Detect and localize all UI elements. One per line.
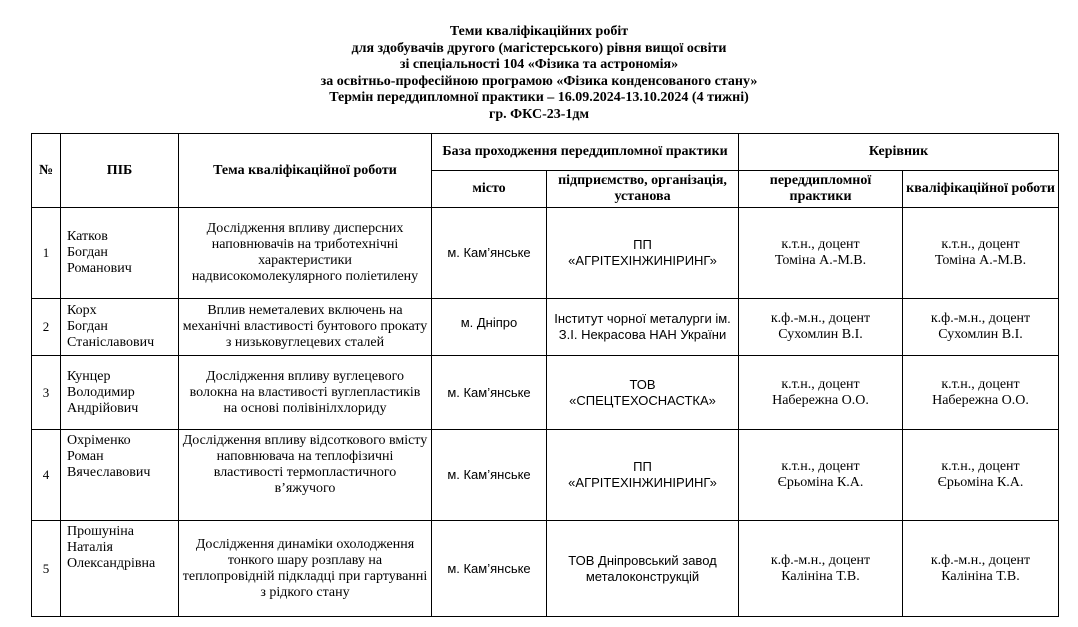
org-line: ТОВ Дніпровський завод металоконструкцій [568,552,717,584]
thesis-topic: Вплив неметалевих включень на механічні властивості бунтового прокату з низьковуглецевих сталей [179,299,432,356]
practice-organization [547,299,739,356]
thesis-supervisor [903,299,1059,356]
practice-supervisor [739,356,903,430]
thesis-topic: Дослідження динаміки охолодження тонкого шару розплаву на теплопровідній підкладці при гартуванні з рідкого стану [179,521,432,617]
supervisor-name: Сухомлин В.І. [938,327,1023,342]
org-line: ПП [633,237,652,252]
table-row [32,521,1059,617]
surname: Корх [67,303,97,318]
org-line: «АГРІТЕХІНЖИНІРИНГ» [568,475,717,490]
first-name: Володимир [67,384,135,400]
header-line-program: за освітньо-професійною програмою «Фізика конденсованого стану» [320,73,758,89]
practice-city: м. Кам’янське [432,521,547,617]
student-name [61,430,179,521]
row-number: 3 [32,356,61,430]
practice-supervisor [739,299,903,356]
row-number: 5 [32,521,61,617]
surname: Кунцер [67,368,111,384]
supervisor-degree: к.т.н., доцент [781,237,860,252]
supervisor-name: Єрьоміна К.А. [937,475,1024,490]
practice-city: м. Кам’янське [432,208,547,299]
thesis-topic: Дослідження впливу відсоткового вмісту наповнювача на теплофізичні властивості термопластичного в’яжучого [179,430,432,521]
supervisor-degree: к.т.н., доцент [941,376,1020,392]
practice-supervisor [739,208,903,299]
supervisor-degree: к.т.н., доцент [941,459,1020,474]
header-line-group: гр. ФКС-23-1дм [488,106,590,122]
header-line-specialty: зі спеціальності 104 «Фізика та астрономія» [399,57,679,72]
org-line: Інститут чорної металурги ім. З.І. Некрасова НАН України [554,311,731,342]
student-name [61,356,179,430]
table-row [32,356,1059,430]
header-title: Теми кваліфікаційних робіт [449,24,629,39]
supervisor-degree: к.ф.-м.н., доцент [770,311,871,326]
student-name [61,208,179,299]
supervisor-degree: к.т.н., доцент [941,237,1020,252]
patronymic: Вячеславович [67,465,151,480]
row-number: 1 [32,208,61,299]
practice-supervisor [739,521,903,617]
supervisor-degree: к.ф.-м.н., доцент [770,552,871,568]
supervisor-name: Сухомлин В.І. [778,327,863,342]
table-row [32,208,1059,299]
surname: Охріменко [67,433,131,448]
thesis-topic: Дослідження впливу дисперсних наповнювачів на триботехнічні характеристики надвисокомолекулярного поліетилену [179,208,432,299]
header-topic: Тема кваліфікаційної роботи [179,134,432,208]
table-row [32,430,1059,521]
table-row [32,299,1059,356]
supervisor-name: Калініна Т.В. [941,568,1020,584]
practice-city: м. Кам’янське [432,430,547,521]
row-number: 4 [32,430,61,521]
practice-organization [547,208,739,299]
supervisor-name: Набережна О.О. [932,392,1029,408]
practice-city: м. Дніпро [432,299,547,356]
first-name: Роман [67,449,104,464]
supervisor-degree: к.ф.-м.н., доцент [930,311,1031,326]
supervisor-name: Єрьоміна К.А. [777,475,864,490]
student-name [61,299,179,356]
thesis-supervisor [903,521,1059,617]
practice-organization [547,521,739,617]
supervisor-degree: к.т.н., доцент [781,459,860,474]
supervisor-name: Томіна А.-М.В. [934,253,1027,268]
first-name: Богдан [67,245,108,260]
header-pib: ПІБ [61,134,179,208]
header-organization: підприємство, організація, установа [547,171,739,208]
first-name: Богдан [67,319,108,334]
first-name: Наталія [67,540,113,555]
header-city: місто [432,171,547,208]
patronymic: Андрійович [67,400,139,416]
thesis-supervisor [903,208,1059,299]
org-line: ТОВ [629,376,656,392]
header-line-level: для здобувачів другого (магістерського) рівня вищої освіти [351,40,727,56]
practice-organization [547,430,739,521]
org-line: «СПЕЦТЕХОСНАСТКА» [569,392,716,408]
org-line: «АГРІТЕХІНЖИНІРИНГ» [568,253,717,268]
surname: Прошуніна [67,524,134,539]
supervisor-name: Калініна Т.В. [781,568,860,584]
topics-table [31,133,1059,617]
header-supervisor-thesis: кваліфікаційної роботи [903,171,1059,208]
thesis-topic: Дослідження впливу вуглецевого волокна на властивості вуглепластиків на основі полівінілхлориду [179,356,432,430]
header-line-practice-term: Термін переддипломної практики – 16.09.2024-13.10.2024 (4 тижні) [329,90,749,105]
supervisor-degree: к.ф.-м.н., доцент [930,552,1031,568]
row-number: 2 [32,299,61,356]
thesis-supervisor [903,430,1059,521]
header-supervisor: Керівник [739,134,1059,171]
thesis-supervisor [903,356,1059,430]
student-name [61,521,179,617]
patronymic: Станіславович [67,335,155,350]
document-header [0,24,1078,123]
header-supervisor-practice: переддипломної практики [739,171,903,208]
patronymic: Олександрівна [67,556,156,571]
practice-city: м. Кам’янське [432,356,547,430]
patronymic: Романович [67,261,132,276]
practice-organization [547,356,739,430]
org-line: ПП [633,459,652,474]
supervisor-name: Набережна О.О. [772,392,869,408]
header-num: № [32,134,61,208]
practice-supervisor [739,430,903,521]
supervisor-name: Томіна А.-М.В. [774,253,867,268]
supervisor-degree: к.т.н., доцент [781,376,860,392]
surname: Катков [67,229,108,244]
header-practice-base: База проходження переддипломної практики [432,134,739,171]
